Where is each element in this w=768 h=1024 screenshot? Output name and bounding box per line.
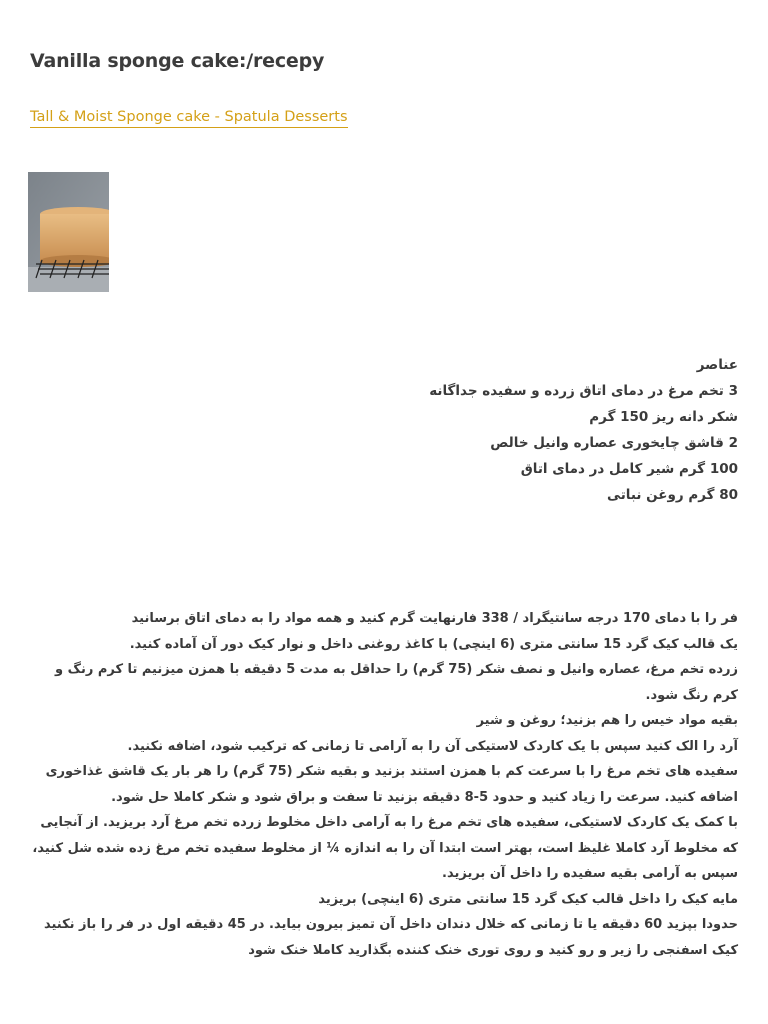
ingredient-item: 100 گرم شیر کامل در دمای اتاق [520, 461, 738, 477]
method-step: مایه کیک را داخل قالب کیک گرد 15 سانتی متری (6 اینچی) بریزید [318, 891, 738, 907]
method-step: فر را با دمای 170 درجه سانتیگراد / 338 فارنهایت گرم کنید و همه مواد را به دمای اتاق برسانید [131, 611, 738, 626]
ingredient-item: 3 تخم مرغ در دمای اتاق زرده و سفیده جداگانه [429, 383, 738, 399]
method-step: یک قالب کیک گرد 15 سانتی متری (6 اینچی) با کاغذ روغنی داخل و نوار کیک دور آن آماده کنید. [129, 636, 738, 652]
method-section [26, 606, 738, 963]
cake-photo-thumbnail[interactable] [28, 172, 109, 292]
post-title: Vanilla sponge cake:/recepy [30, 50, 325, 72]
cake-photo-icon [28, 172, 109, 292]
ingredient-item: 2 قاشق چایخوری عصاره وانیل خالص [490, 435, 738, 451]
recipe-source-link[interactable]: Tall & Moist Sponge cake - Spatula Desserts [30, 109, 348, 128]
ingredient-item: 80 گرم روغن نباتی [607, 487, 738, 503]
method-step: بقیه مواد خیس را هم بزنید؛ روغن و شیر [476, 713, 738, 728]
method-step: زرده تخم مرغ، عصاره وانیل و نصف شکر (75 گرم) را حداقل به مدت 5 دقیقه با همزن میزنیم تا کرم رنگ و کرم رنگ شود. [55, 662, 738, 703]
method-step: حدودا بپزید 60 دقیقه یا تا زمانی که خلال دندان داخل آن تمیز بیرون بیاید. در 45 دقیقه اول در فر را باز نکنید کیک اسفنجی را زیر و رو کنید و روی توری خنک کننده بگذارید کاملا خنک شود [43, 917, 738, 958]
ingredient-item: شکر دانه ریز 150 گرم [589, 409, 738, 425]
method-step: آرد را الک کنید سپس با یک کاردک لاستیکی آن را به آرامی تا زمانی که ترکیب شود، اضافه نکنید. [127, 738, 738, 754]
method-step: سفیده های تخم مرغ را با سرعت کم با همزن استند بزنید و بقیه شکر (75 گرم) را هر بار یک قاشق غذاخوری اضافه کنید. سرعت را زیاد کنید و حدود 5-8 دقیقه بزنید تا سفت و براق شود و شکر کاملا حل شود. [45, 764, 738, 805]
ingredients-heading: عناصر [696, 357, 738, 373]
ingredients-section [30, 352, 738, 508]
method-step: با کمک یک کاردک لاستیکی، سفیده های تخم مرغ را به آرامی داخل مخلوط زرده تخم مرغ آرد بریزید. از آنجایی که مخلوط آرد کاملا غلیظ است، بهتر است ابتدا آن را به اندازه ¼ از مخلوط سفیده تخم مرغ زده شده شل کنید، سپس به آرامی بقیه سفیده را داخل آن بریزید. [32, 815, 738, 881]
